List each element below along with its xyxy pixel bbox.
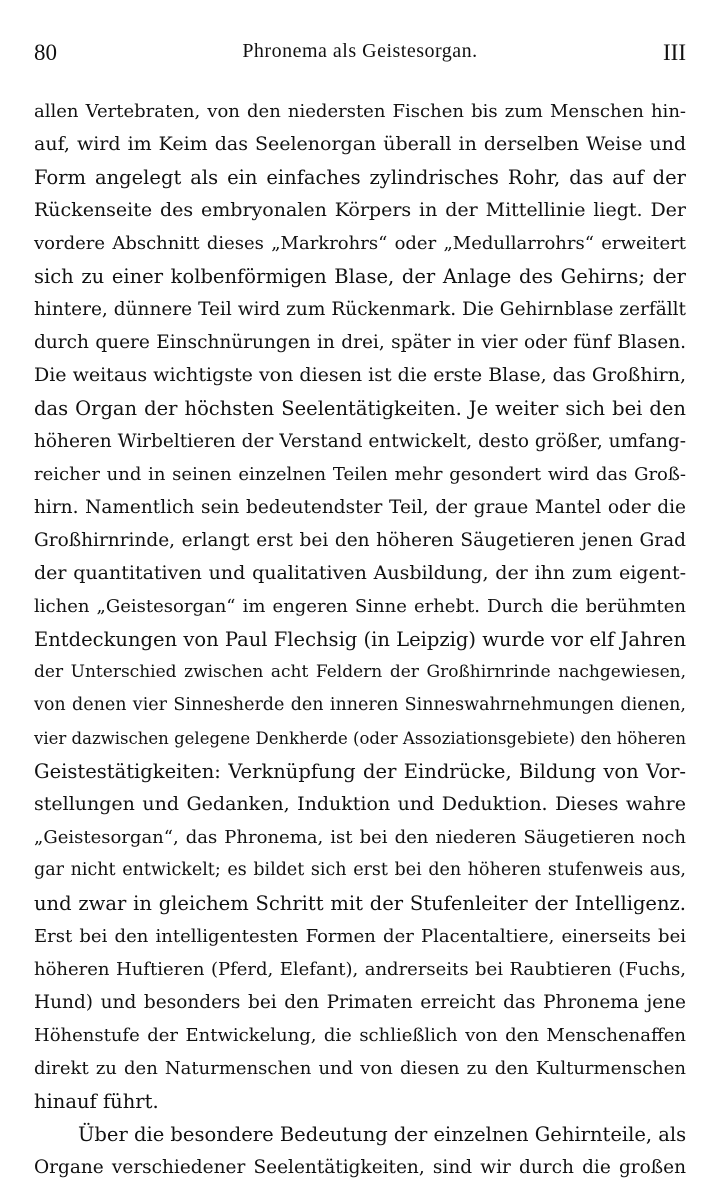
text-line: „Geistesorgan“, das Phronema, ist bei den niederen Säugetieren noch (34, 827, 686, 848)
text-line: vordere Abschnitt dieses „Markrohrs“ oder „Medullarrohrs“ erweitert (34, 233, 686, 254)
text-line: stellungen und Gedanken, Induktion und Deduktion. Dieses wahre (34, 793, 686, 815)
text-line: hintere, dünnere Teil wird zum Rückenmark. Die Gehirnblase zerfällt (34, 299, 686, 320)
text-line: allen Vertebraten, von den niedersten Fischen bis zum Menschen hin- (34, 101, 686, 122)
text-line: reicher und in seinen einzelnen Teilen mehr gesondert wird das Groß- (34, 464, 686, 485)
text-line: der Unterschied zwischen acht Feldern der Großhirnrinde nachgewiesen, (34, 662, 686, 682)
text-line: Organe verschiedener Seelentätigkeiten, sind wir durch die großen (34, 1157, 686, 1178)
text-line: sich zu einer kolbenförmigen Blase, der Anlage des Gehirns; der (34, 265, 686, 288)
text-line: höheren Wirbeltieren der Verstand entwickelt, desto größer, umfang- (34, 431, 686, 452)
paragraph-end-line: hinauf führt. (34, 1090, 159, 1113)
text-line: auf, wird im Keim das Seelenorgan überall in derselben Weise und (34, 133, 686, 155)
text-line: gar nicht entwickelt; es bildet sich erst bei den höheren stufenweis aus, (34, 860, 686, 880)
chapter-number: III (663, 40, 686, 65)
text-line: direkt zu den Naturmenschen und von diesen zu den Kulturmenschen (34, 1058, 686, 1079)
text-line: Erst bei den intelligentesten Formen der Placentaltiere, einerseits bei (34, 926, 686, 947)
text-line: vier dazwischen gelegene Denkherde (oder Assoziationsgebiete) den höheren (34, 729, 686, 748)
text-line: Geistestätigkeiten: Verknüpfung der Eindrücke, Bildung von Vor- (34, 760, 686, 783)
paragraph-start-line: Über die besondere Bedeutung der einzelnen Gehirnteile, als (78, 1123, 687, 1146)
body-text (34, 95, 686, 1184)
text-line: lichen „Geistesorgan“ im engeren Sinne erhebt. Durch die berühmten (34, 596, 686, 617)
running-title: Phronema als Geistesorgan. (242, 40, 478, 62)
text-line: Die weitaus wichtigste von diesen ist die erste Blase, das Großhirn, (34, 364, 686, 386)
text-line: Großhirnrinde, erlangt erst bei den höheren Säugetieren jenen Grad (34, 530, 686, 551)
text-line: von denen vier Sinnesherde den inneren Sinneswahrnehmungen dienen, (34, 695, 686, 715)
text-line: hirn. Namentlich sein bedeutendster Teil, der graue Mantel oder die (34, 497, 686, 518)
page-number: 80 (34, 40, 57, 65)
text-line: der quantitativen und qualitativen Ausbildung, der ihn zum eigent- (34, 562, 686, 584)
text-line: höheren Huftieren (Pferd, Elefant), andrerseits bei Raubtieren (Fuchs, (34, 959, 686, 980)
text-line: Hund) und besonders bei den Primaten erreicht das Phronema jene (34, 992, 686, 1013)
page-header (34, 40, 686, 76)
text-line: Höhenstufe der Entwickelung, die schließlich von den Menschenaffen (34, 1025, 686, 1046)
text-line: Entdeckungen von Paul Flechsig (in Leipzig) wurde vor elf Jahren (34, 628, 686, 651)
text-line: Rückenseite des embryonalen Körpers in der Mittellinie liegt. Der (34, 199, 686, 221)
text-line: das Organ der höchsten Seelentätigkeiten. Je weiter sich bei den (34, 397, 686, 420)
text-line: und zwar in gleichem Schritt mit der Stufenleiter der Intelligenz. (34, 892, 686, 915)
text-line: Form angelegt als ein einfaches zylindrisches Rohr, das auf der (34, 166, 686, 189)
text-line: durch quere Einschnürungen in drei, später in vier oder fünf Blasen. (34, 332, 686, 353)
